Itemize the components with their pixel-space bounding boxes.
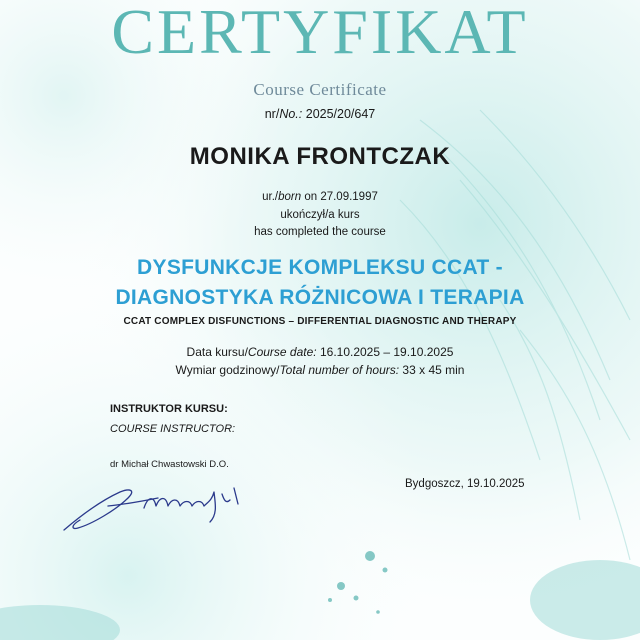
hours-label-pl: Wymiar godzinowy/ [175,363,280,377]
instructor-name: dr Michał Chwastowski D.O. [110,459,229,470]
hours-value: 33 x 45 min [402,363,465,377]
completed-en: has completed the course [254,226,386,238]
hours-label-en: Total number of hours: [279,363,400,377]
date-label-en: Course date: [247,345,317,359]
course-title-pl [0,253,640,313]
course-title-en: CCAT COMPLEX DISFUNCTIONS – DIFFERENTIAL DIAGNOSTIC AND THERAPY [123,316,517,327]
certificate-title: CERTYFIKAT [111,0,529,67]
instructor-signature [58,478,248,536]
born-text: on 27.09.1997 [304,191,378,203]
recipient-name: MONIKA FRONTCZAK [189,143,451,170]
number-label-en: No.: [279,107,303,121]
place-date: Bydgoszcz, 19.10.2025 [405,478,525,490]
course-hours-line [0,363,640,377]
course-title-line-2: DIAGNOSTYKA RÓŻNICOWA I TERAPIA [115,286,525,309]
instructor-label-en: COURSE INSTRUCTOR: [110,423,236,435]
course-date-line [0,345,640,359]
certificate-subtitle: Course Certificate [253,80,387,99]
birth-line [0,191,640,203]
born-label-pl: ur./ [262,191,279,203]
number-value: 2025/20/647 [305,107,376,121]
number-label-pl: nr/ [264,107,280,121]
certificate-number [0,107,640,121]
date-label-pl: Data kursu/ [186,345,248,359]
instructor-label-pl: INSTRUKTOR KURSU: [110,403,228,415]
born-label-en: born [278,191,302,203]
completed-pl: ukończył/a kurs [280,209,360,221]
date-value: 16.10.2025 – 19.10.2025 [319,345,454,359]
course-title-line-1: DYSFUNKCJE KOMPLEKSU CCAT - [137,256,503,279]
